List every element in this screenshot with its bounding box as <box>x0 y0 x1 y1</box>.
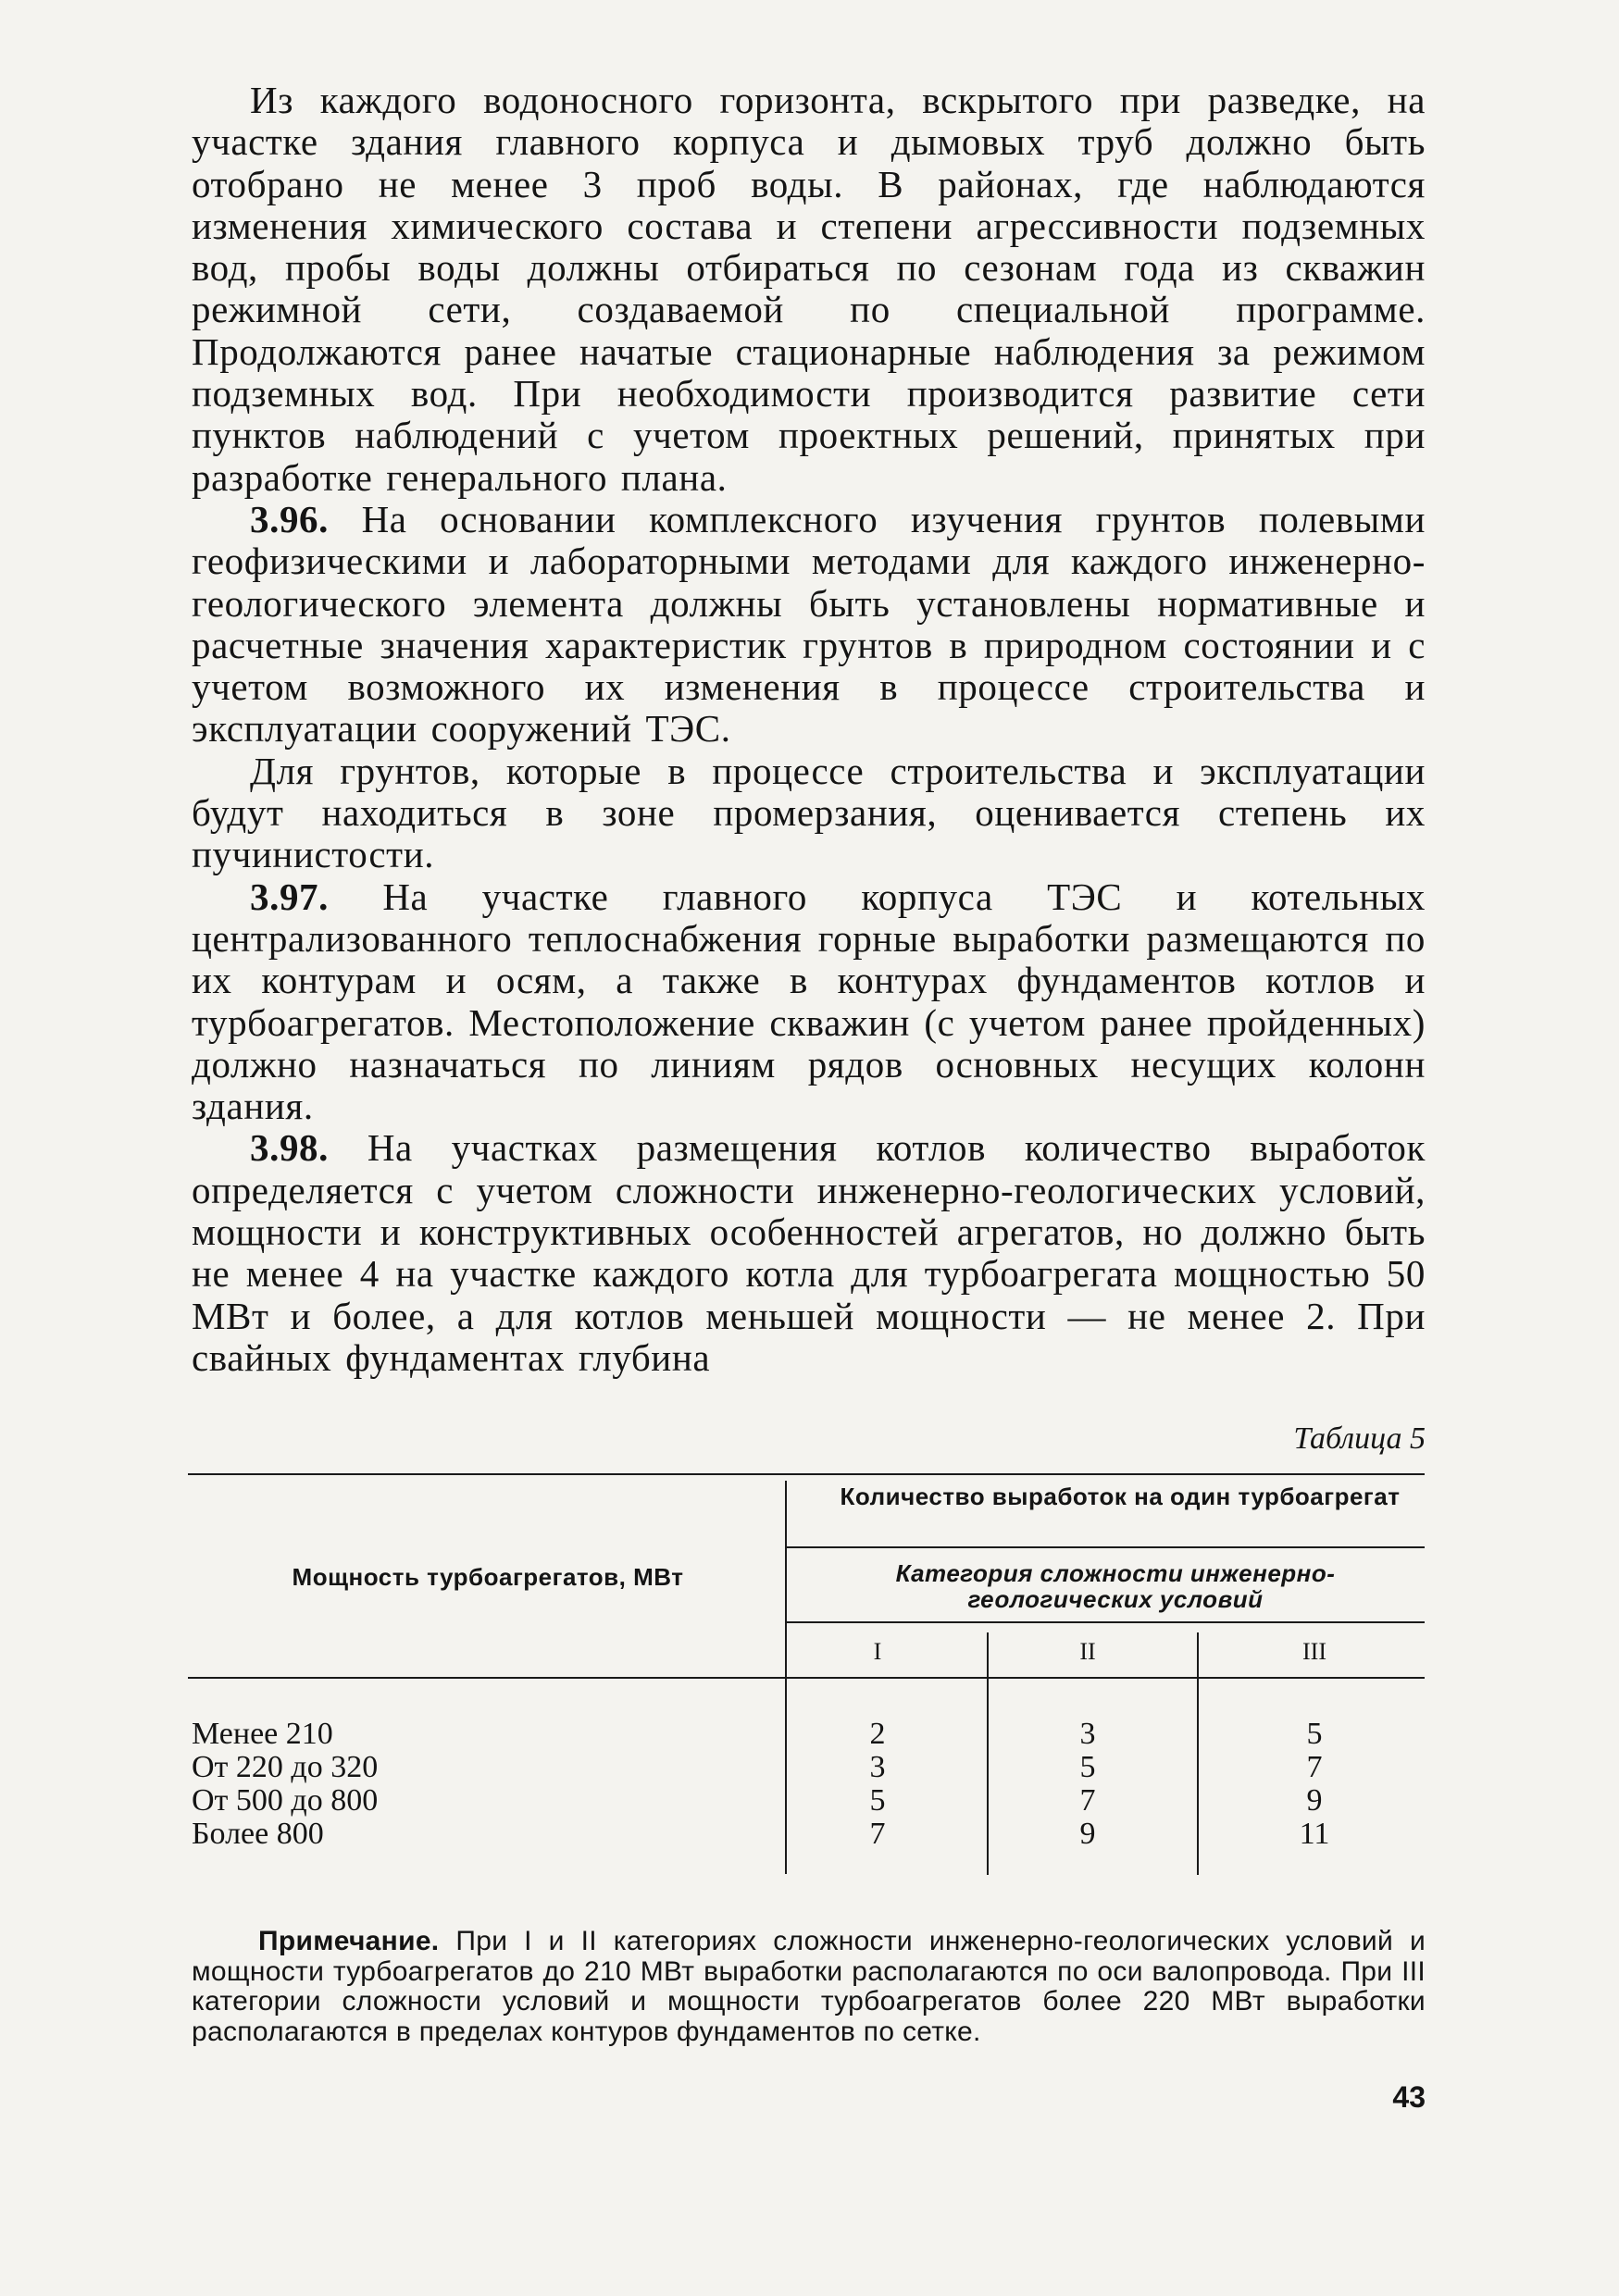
table-cell: 9 <box>1079 1817 1096 1851</box>
table-cell: 7 <box>869 1817 886 1851</box>
subgroup-header-rule <box>785 1621 1425 1623</box>
subgroup-header: Категория сложности инженерно-геологических условий <box>895 1559 1336 1613</box>
paragraph-text: На участке главного корпуса ТЭС и котельных централизованного теплоснабжения горные выработки размещаются по их контурам и осям, а также в контурах фундаментов котлов и турбоагрегатов. Местоположение скважин (с учетом ранее пройденных) должно назначаться по линиям рядов основных несущих колонн здания. <box>192 875 1426 1128</box>
row-label: От 500 до 800 <box>192 1783 379 1818</box>
paragraph-text: На основании комплексного изучения грунтов полевыми геофизическими и лабораторными методами для каждого инженерно-геологического элемента должны быть установлены нормативные и расчетные значения характеристик грунтов в природном состоянии и с учетом возможного их изменения в процессе строительства и эксплуатации сооружений ТЭС. <box>192 497 1426 751</box>
category-divider <box>987 1632 989 1875</box>
row-label: Более 800 <box>192 1817 324 1851</box>
column-header-power: Мощность турбоагрегатов, МВт <box>292 1563 684 1591</box>
category-header: II <box>1079 1638 1096 1665</box>
group-header: Количество выработок на один турбоагрегат <box>840 1483 1401 1510</box>
section-number: 3.98. <box>250 1126 329 1170</box>
note-label: Примечание. <box>258 1926 440 1956</box>
paragraph-1: Из каждого водоносного горизонта, вскрытого при разведке, на участке здания главного корпуса и дымовых труб должно быть отобрано не менее 3 проб воды. В районах, где наблюдаются изменения химического состава и степени агрессивности подземных вод, пробы воды должны отбираться по сезонам года из скважин режимной сети, создаваемой по специальной программе. Продолжаются ранее начатые стационарные наблюдения за режимом подземных вод. При необходимости производится развитие сети пунктов наблюдений с учетом проектных решений, принятых при разработке генерального плана. <box>192 79 1426 499</box>
paragraph-3-97 <box>192 876 1426 1128</box>
paragraph-text: На участках размещения котлов количество выработок определяется с учетом сложности инженерно-геологических условий, мощности и конструктивных особенностей агрегатов, но должно быть не менее 4 на участке каждого котла для турбоагрегата мощностью 50 МВт и более, а для котлов меньшей мощности — не менее 2. При свайных фундаментах глубина <box>192 1126 1426 1379</box>
category-header: III <box>1302 1638 1326 1665</box>
table-caption: Таблица 5 <box>1293 1421 1426 1456</box>
table-cell: 5 <box>869 1783 886 1818</box>
category-header: I <box>873 1638 882 1665</box>
table-cell: 9 <box>1306 1783 1323 1818</box>
page-number: 43 <box>1392 2080 1426 2114</box>
paragraph-3-96 <box>192 499 1426 751</box>
table-cell: 7 <box>1306 1750 1323 1784</box>
table-cell: 11 <box>1299 1817 1330 1851</box>
category-divider <box>1197 1632 1199 1875</box>
note-text: При I и II категориях сложности инженерно-геологических условий и мощности турбоагрегатов до 210 МВт выработки располагаются по оси валопровода. При III категории сложности условий и мощности турбоагрегатов более 220 МВт выработки располагаются в пределах контуров фундаментов по сетке. <box>192 1926 1426 2047</box>
section-number: 3.97. <box>250 875 329 918</box>
table-col-divider <box>785 1481 787 1874</box>
table-cell: 3 <box>869 1750 886 1784</box>
section-number: 3.96. <box>250 497 329 540</box>
table-cell: 5 <box>1306 1717 1323 1751</box>
table-note <box>192 1927 1426 2047</box>
body-text <box>192 80 1426 1379</box>
table-cell: 3 <box>1079 1717 1096 1751</box>
group-header-rule <box>785 1546 1425 1548</box>
table-cell: 5 <box>1079 1750 1096 1784</box>
paragraph-frost: Для грунтов, которые в процессе строительства и эксплуатации будут находиться в зоне промерзания, оценивается степень их пучинистости. <box>192 749 1426 876</box>
row-label: Менее 210 <box>192 1717 333 1751</box>
table-top-rule <box>188 1473 1425 1475</box>
row-label: От 220 до 320 <box>192 1750 379 1784</box>
table-cell: 7 <box>1079 1783 1096 1818</box>
table-cell: 2 <box>869 1717 886 1751</box>
table-header-rule <box>188 1677 1425 1679</box>
paragraph-3-98 <box>192 1127 1426 1379</box>
